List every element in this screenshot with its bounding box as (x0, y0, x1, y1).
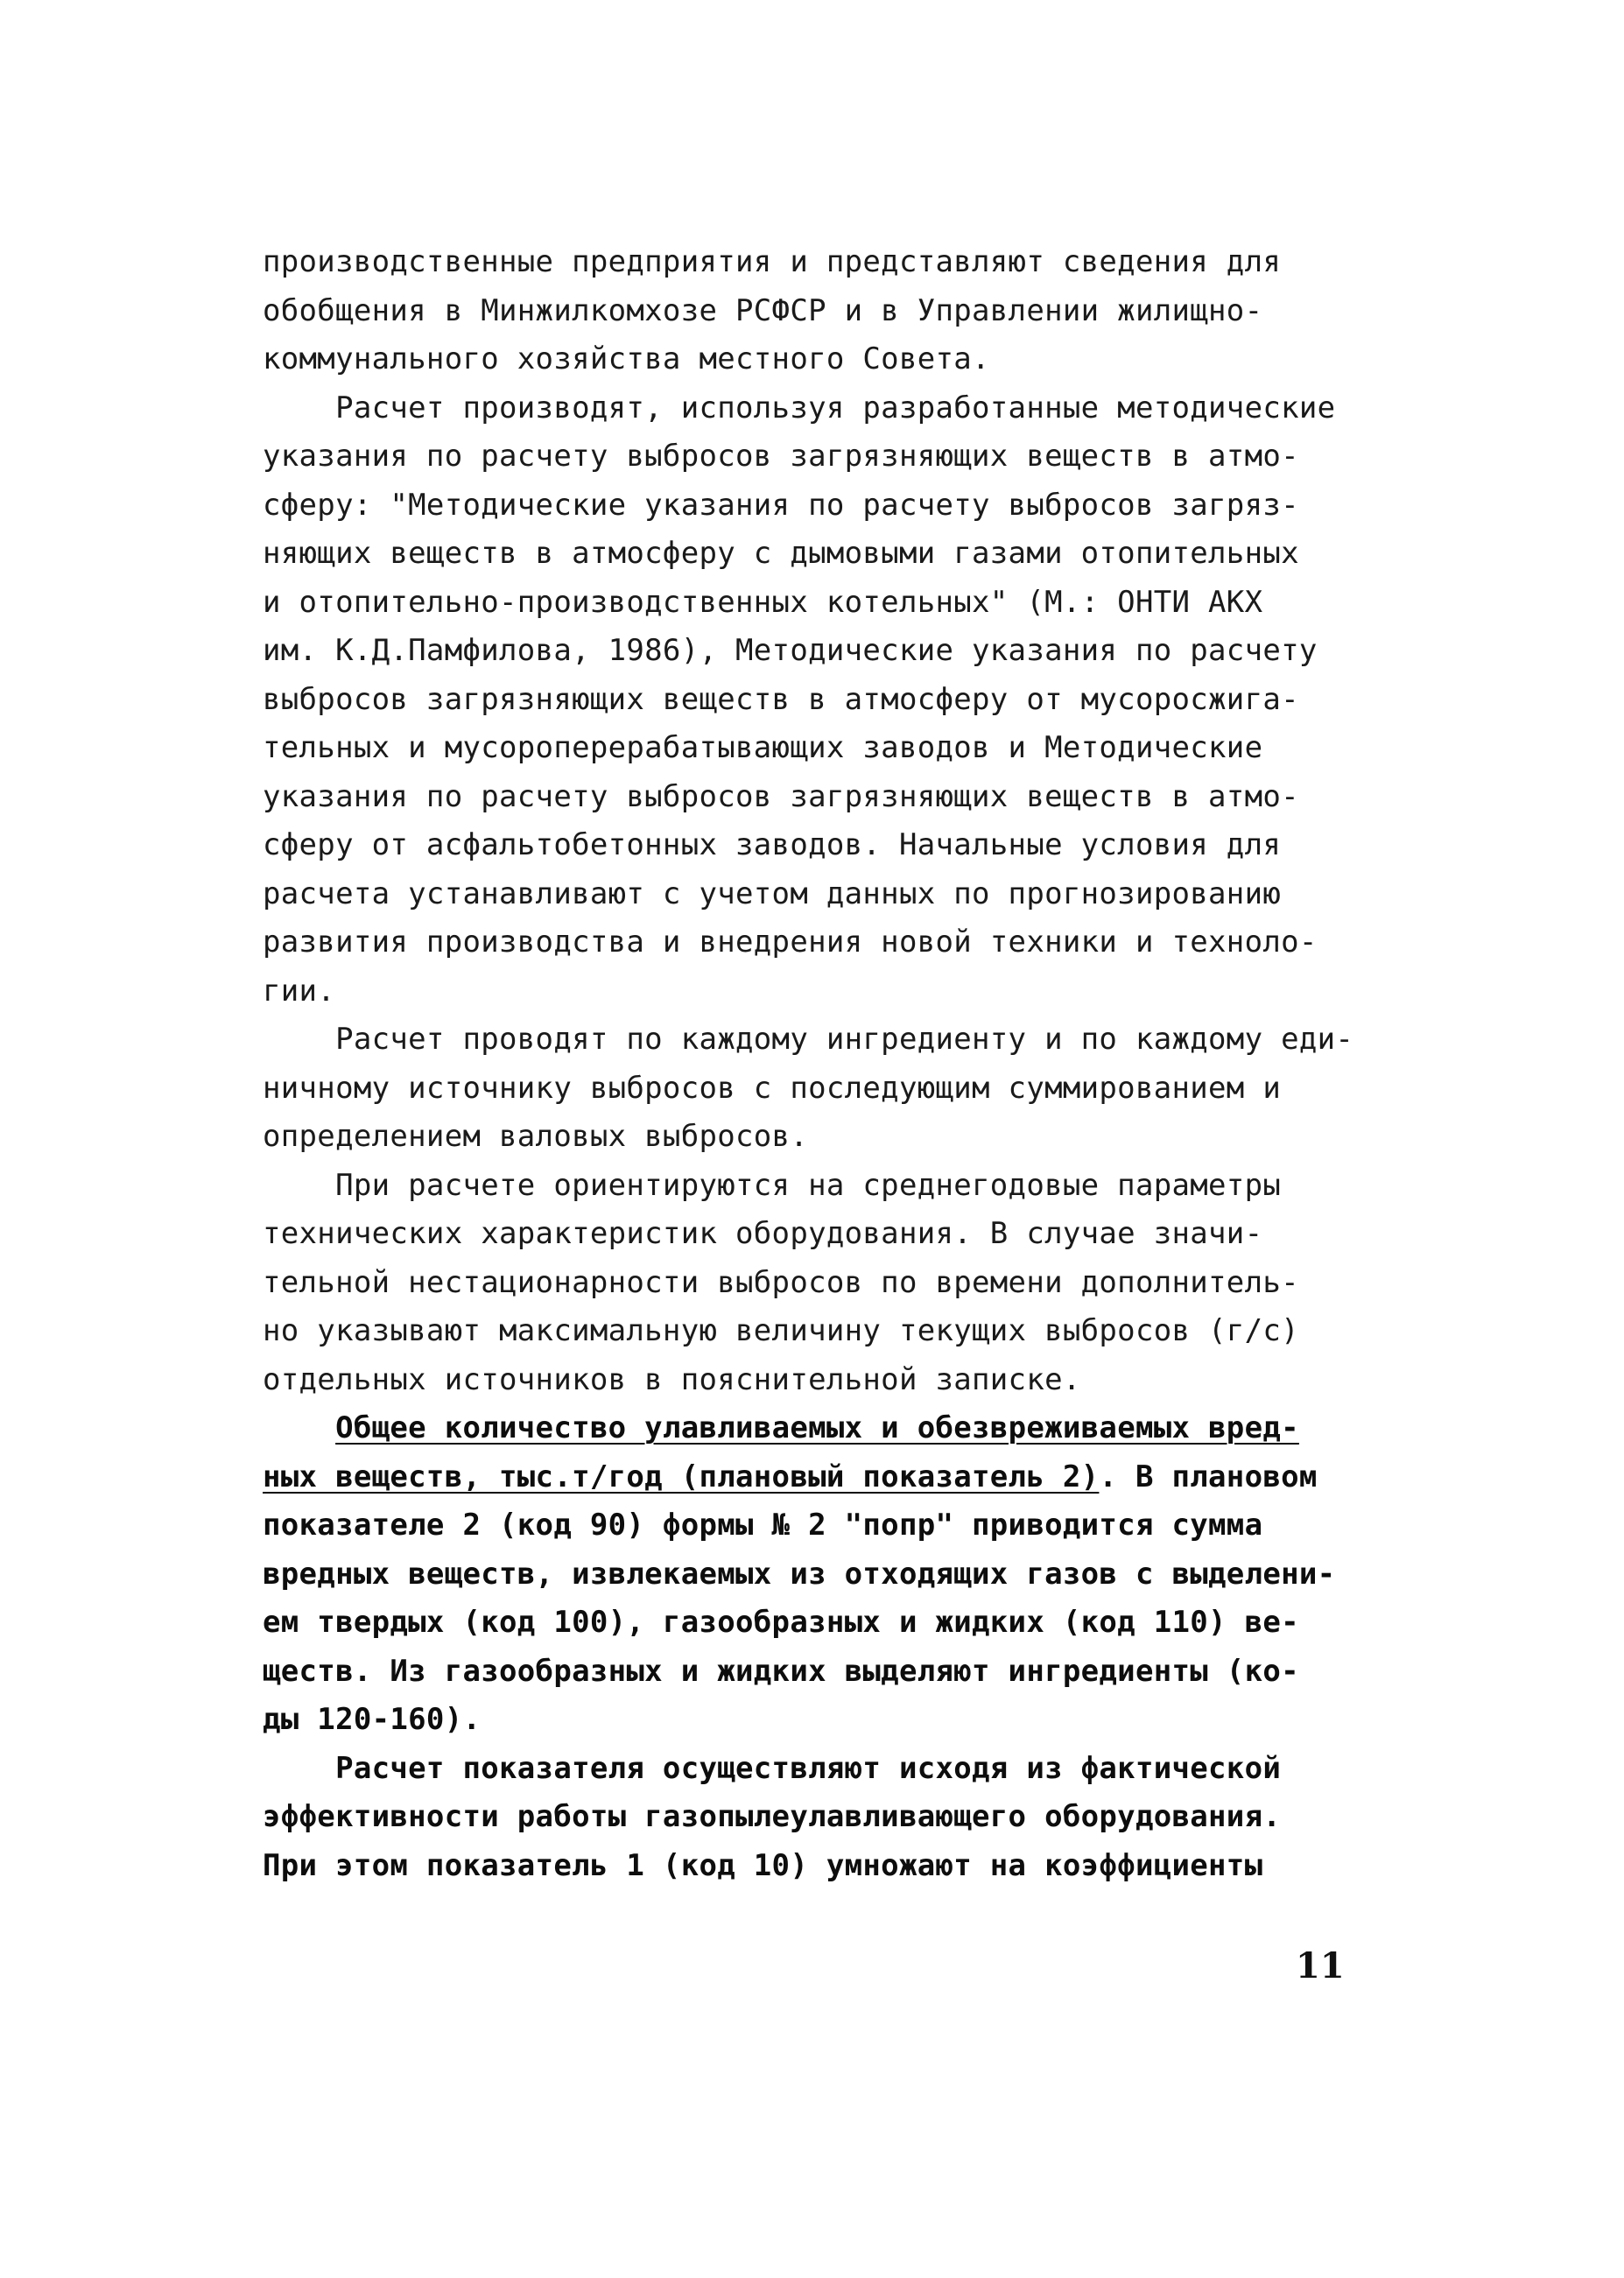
text-line: технических характеристик оборудования. В случае значи- (263, 1216, 1263, 1251)
text-line: ществ. Из газообразных и жидких выделяют ингредиенты (ко- (263, 1653, 1299, 1689)
paragraph-1 (263, 238, 1401, 384)
text-line (263, 1404, 1401, 1453)
text-line: расчета устанавливают с учетом данных по прогнозированию (263, 875, 1282, 911)
text-line: вредных веществ, извлекаемых из отходящих газов с выделени- (263, 1556, 1336, 1592)
text-line: обобщения в Минжилкомхозе РСФСР и в Управлении жилищно- (263, 292, 1263, 328)
paragraph-3 (263, 1016, 1401, 1162)
paragraph-2 (263, 384, 1401, 1016)
text-line: развития производства и внедрения новой техники и техноло- (263, 925, 1318, 960)
text-line: При этом показатель 1 (код 10) умножают на коэффициенты (263, 1847, 1263, 1883)
text-line: Расчет проводят по каждому ингредиенту и по каждому еди- (263, 1022, 1354, 1057)
text-line: показателе 2 (код 90) формы № 2 "попр" приводится сумма (263, 1508, 1263, 1543)
text-line: и отопительно-производственных котельных" (М.: ОНТИ АКХ (263, 584, 1263, 620)
text-line: тельных и мусороперерабатывающих заводов и Методические (263, 730, 1263, 765)
text-line: ем твердых (код 100), газообразных и жидких (код 110) ве- (263, 1605, 1299, 1640)
text-line: Расчет производят, используя разработанные методические (263, 390, 1336, 425)
text-line: производственные предприятия и представляют сведения для (263, 244, 1282, 279)
text-line: эффективности работы газопылеулавливающего оборудования. (263, 1799, 1282, 1834)
text-line: ды 120-160). (263, 1702, 482, 1737)
text-line: сферу: "Методические указания по расчету выбросов загряз- (263, 487, 1299, 523)
text-line: определением валовых выбросов. (263, 1119, 809, 1154)
text-line: ничному источнику выбросов с последующим суммированием и (263, 1070, 1282, 1106)
paragraph-4 (263, 1162, 1401, 1405)
text-line: выбросов загрязняющих веществ в атмосферу от мусоросжига- (263, 681, 1299, 717)
paragraph-6 (263, 1745, 1401, 1891)
underlined-heading: Общее количество улавливаемых и обезвреживаемых вред- (335, 1410, 1299, 1445)
text-line: отдельных источников в пояснительной записке. (263, 1361, 1081, 1397)
paragraph-5 (263, 1404, 1401, 1745)
text-line: При расчете ориентируются на среднегодовые параметры (263, 1167, 1282, 1203)
page-number: 11 (1296, 1945, 1345, 1986)
text-line: няющих веществ в атмосферу с дымовыми газами отопительных (263, 536, 1299, 571)
text-line: гии. (263, 973, 336, 1009)
body-text (263, 238, 1401, 1890)
text-line: указания по расчету выбросов загрязняющих веществ в атмо- (263, 778, 1299, 814)
text-line (263, 1453, 1401, 1502)
heading-continuation: . В плановом (1099, 1459, 1318, 1494)
text-line: Расчет показателя осуществляют исходя из фактической (263, 1750, 1282, 1786)
text-line: тельной нестационарности выбросов по времени дополнитель- (263, 1264, 1299, 1300)
text-line: но указывают максимальную величину текущих выбросов (г/с) (263, 1313, 1299, 1348)
text-line: коммунального хозяйства местного Совета. (263, 341, 990, 376)
text-line: им. К.Д.Памфилова, 1986), Методические указания по расчету (263, 633, 1318, 668)
text-line: указания по расчету выбросов загрязняющих веществ в атмо- (263, 439, 1299, 474)
underlined-heading: ных веществ, тыс.т/год (плановый показатель 2) (263, 1459, 1100, 1494)
text-line: сферу от асфальтобетонных заводов. Начальные условия для (263, 827, 1282, 862)
